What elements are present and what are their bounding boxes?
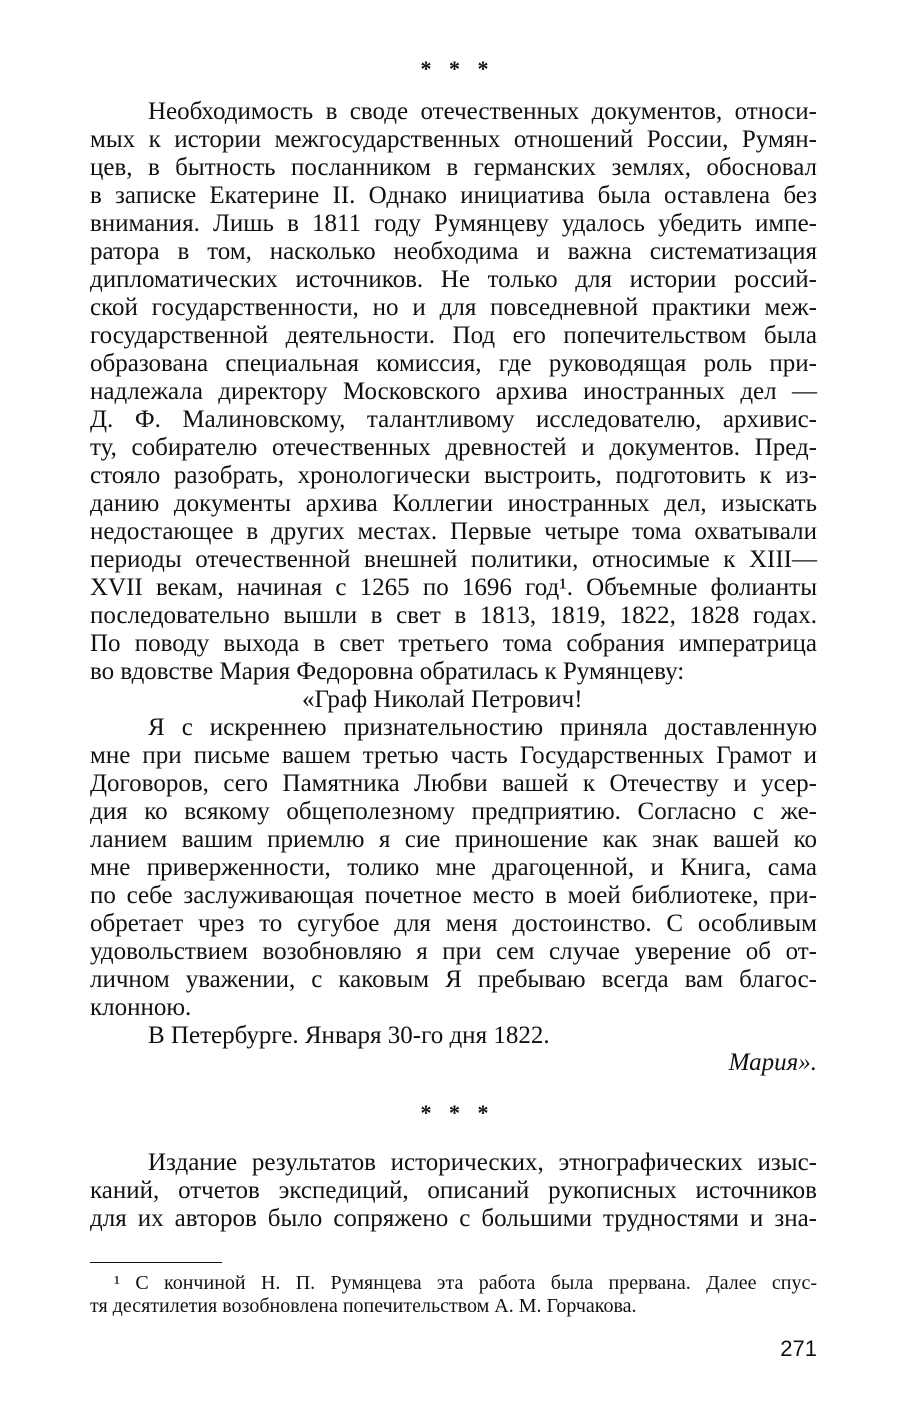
text-line: во вдовстве Мария Федоровна обратилась к Румянцеву: bbox=[90, 658, 685, 685]
text-line: недостающее в других местах. Первые четыре тома охватывали bbox=[90, 518, 817, 545]
text-line: образована специальная комиссия, где руководящая роль при- bbox=[90, 350, 817, 377]
text-line: государственной деятельности. Под его попечительством была bbox=[90, 322, 817, 349]
text-line: периоды отечественной внешней политики, относимые к XIII— bbox=[90, 546, 817, 573]
letter-line: клонною. bbox=[90, 994, 192, 1021]
letter-place-date-block bbox=[90, 1022, 817, 1050]
letter-signature: Мария». bbox=[728, 1049, 817, 1076]
letter-place-date: В Петербурге. Января 30-го дня 1822. bbox=[148, 1022, 550, 1049]
letter-line: личном уважении, с каковым Я пребываю всегда вам благос- bbox=[90, 966, 817, 993]
text-line: в записке Екатерине II. Однако инициатива была оставлена без bbox=[90, 182, 817, 209]
text-line: Издание результатов исторических, этнографических изыс- bbox=[148, 1149, 817, 1176]
text-line: для их авторов было сопряжено с большими трудностями и зна- bbox=[90, 1205, 817, 1232]
letter-salutation: «Граф Николай Петрович! bbox=[302, 686, 583, 713]
letter-line: Я с искреннею признательностию приняла доставленную bbox=[148, 714, 817, 741]
letter-line: Договоров, сего Памятника Любви вашей к Отечеству и усер- bbox=[90, 770, 817, 797]
letter-line: удовольствием возобновляю я при сем случае уверение об от- bbox=[90, 938, 817, 965]
letter-quote bbox=[90, 686, 817, 1022]
text-line: дипломатических источников. Не только для истории россий- bbox=[90, 266, 817, 293]
text-line: XVII векам, начиная с 1265 по 1696 год¹. Объемные фолианты bbox=[90, 574, 817, 601]
text-line: цев, в бытность посланником в германских землях, обосновал bbox=[90, 154, 817, 181]
section-separator-mid: * * * bbox=[420, 1100, 495, 1125]
text-line: последовательно вышли в свет в 1813, 1819, 1822, 1828 годах. bbox=[90, 602, 817, 629]
text-line: каний, отчетов экспедиций, описаний рукописных источников bbox=[90, 1177, 817, 1204]
text-line: ской государственности, но и для повседневной практики меж- bbox=[90, 294, 817, 321]
letter-line: ланием вашим приемлю я сие приношение как знак вашей ко bbox=[90, 826, 817, 853]
text-line: данию документы архива Коллегии иностранных дел, изыскать bbox=[90, 490, 817, 517]
text-line: ратора в том, насколько необходима и важна систематизация bbox=[90, 238, 817, 265]
page-number: 271 bbox=[780, 1336, 817, 1361]
footnote-line: тя десятилетия возобновлена попечительством А. М. Горчакова. bbox=[90, 1295, 637, 1317]
section-separator-top: * * * bbox=[420, 56, 495, 81]
letter-line: дия ко всякому общеполезному предприятию. Согласно с же- bbox=[90, 798, 817, 825]
footnote-line: ¹ С кончиной Н. П. Румянцева эта работа была прервана. Далее спус- bbox=[114, 1272, 817, 1294]
text-line: мых к истории межгосударственных отношений России, Румян- bbox=[90, 126, 817, 153]
text-line: Д. Ф. Малиновскому, талантливому исследователю, архивис- bbox=[90, 406, 817, 433]
letter-line: по себе заслуживающая почетное место в моей библиотеке, при- bbox=[90, 882, 817, 909]
text-line: Необходимость в своде отечественных документов, относи- bbox=[148, 98, 817, 125]
paragraph-second bbox=[90, 1149, 817, 1233]
letter-line: мне приверженности, толико мне драгоценной, и Книга, сама bbox=[90, 854, 817, 881]
text-line: надлежала директору Московского архива иностранных дел — bbox=[90, 378, 817, 405]
letter-line: мне при письме вашем третью часть Государственных Грамот и bbox=[90, 742, 817, 769]
text-line: По поводу выхода в свет третьего тома собрания императрица bbox=[90, 630, 817, 657]
paragraph-main bbox=[90, 98, 817, 686]
footnote bbox=[90, 1272, 817, 1318]
footnote-divider bbox=[90, 1262, 222, 1263]
text-line: ту, собирателю отечественных древностей и документов. Пред- bbox=[90, 434, 817, 461]
letter-line: обретает чрез то сугубое для меня достоинство. С особливым bbox=[90, 910, 817, 937]
text-line: внимания. Лишь в 1811 году Румянцеву удалось убедить импе- bbox=[90, 210, 817, 237]
text-line: стояло разобрать, хронологически выстроить, подготовить к из- bbox=[90, 462, 817, 489]
